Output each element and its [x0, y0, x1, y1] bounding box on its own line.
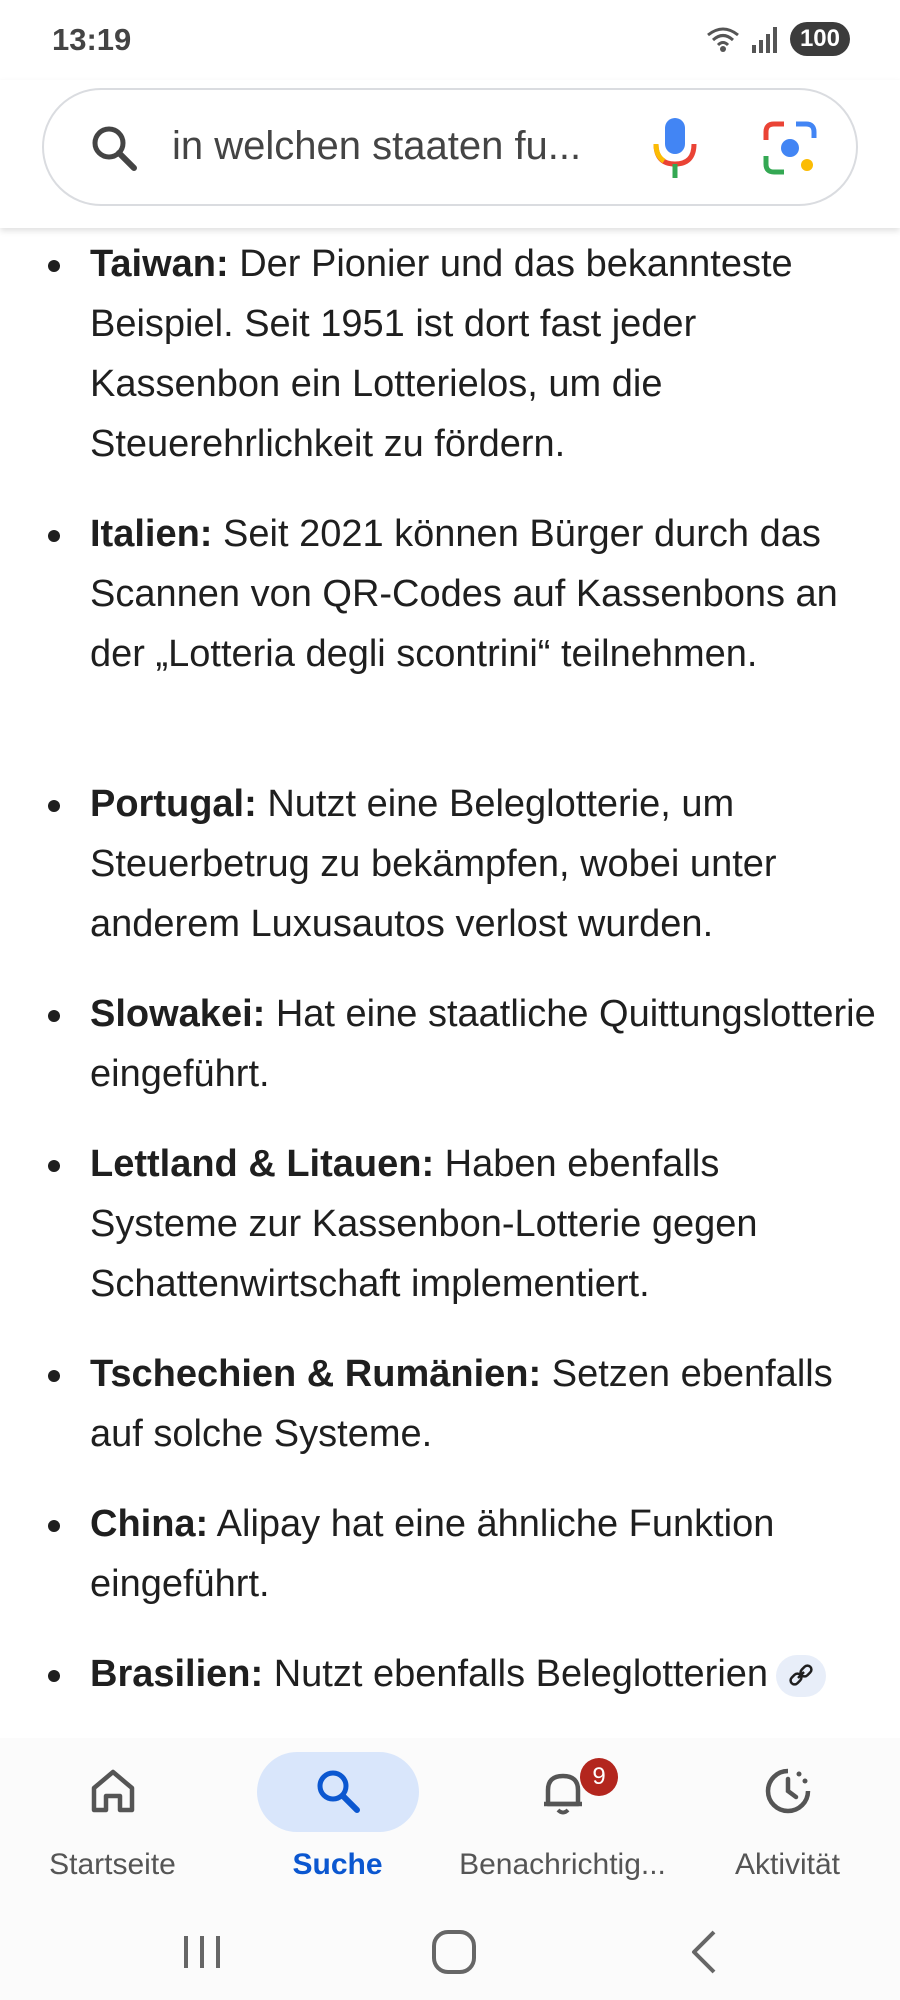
list-item — [0, 774, 900, 954]
list-item-title: Taiwan: — [90, 243, 229, 285]
nav-item-home[interactable] — [0, 1738, 225, 1900]
bullet — [48, 1370, 60, 1382]
system-navigation — [0, 1900, 900, 2000]
bullet — [48, 1010, 60, 1022]
list-item-text: Seit 2021 können Bürger durch das Scannen von QR-Codes auf Kassenbons an der „Lotteria degli scontrini“ teilnehmen. — [90, 513, 838, 675]
list-item — [0, 1494, 900, 1614]
list-item — [0, 504, 900, 684]
bullet — [48, 1160, 60, 1172]
home-icon — [86, 1764, 140, 1818]
list-item-title: China: — [90, 1503, 209, 1545]
list-item-title: Slowakei: — [90, 993, 266, 1035]
list-item-title: Italien: — [90, 513, 213, 555]
nav-item-notifications[interactable] — [450, 1738, 675, 1900]
mic-icon[interactable] — [650, 116, 700, 180]
list-item-title: Portugal: — [90, 783, 257, 825]
status-icons — [706, 22, 850, 56]
recent-apps-icon[interactable] — [172, 1922, 232, 1982]
lens-icon[interactable] — [762, 120, 818, 176]
bullet — [48, 800, 60, 812]
search-icon[interactable] — [86, 120, 142, 176]
source-link-button[interactable] — [776, 1655, 826, 1697]
list-item-title: Brasilien: — [90, 1653, 264, 1695]
link-icon — [788, 1664, 814, 1688]
search-header — [0, 80, 900, 228]
list-item-title: Tschechien & Rumänien: — [90, 1353, 542, 1395]
home-button-icon[interactable] — [424, 1922, 484, 1982]
search-bar[interactable] — [42, 88, 858, 206]
list-item — [0, 984, 900, 1104]
activity-icon — [761, 1764, 815, 1818]
list-item-text: Nutzt eine Beleglotterie, um Steuerbetrug zu bekämpfen, wobei unter anderem Luxusautos verlost wurden. — [90, 783, 777, 945]
list-item — [0, 1644, 850, 1704]
list-item — [0, 1134, 900, 1314]
battery-icon: 100 — [790, 22, 850, 56]
bottom-navigation — [0, 1738, 900, 1900]
status-bar — [0, 0, 900, 80]
search-input[interactable]: in welchen staaten fu... — [172, 124, 582, 168]
nav-label-activity: Aktivität — [734, 1848, 841, 1881]
nav-label-notifications: Benachrichtig... — [459, 1848, 666, 1881]
list-item-text: Haben ebenfalls Systeme zur Kassenbon-Lotterie gegen Schattenwirtschaft implementiert. — [90, 1143, 758, 1305]
bullet — [48, 1520, 60, 1532]
search-icon — [311, 1764, 365, 1818]
list-item-text: Der Pionier und das bekannteste Beispiel. Seit 1951 ist dort fast jeder Kassenbon ein Lotterielos, um die Steuerehrlichkeit zu fördern. — [90, 243, 793, 465]
nav-label-search: Suche — [292, 1848, 383, 1881]
notification-badge: 9 — [580, 1758, 618, 1796]
bullet — [48, 260, 60, 272]
list-item — [0, 234, 900, 474]
signal-icon — [750, 25, 780, 53]
bullet — [48, 530, 60, 542]
nav-label-home: Startseite — [49, 1848, 176, 1881]
list-item-text: Setzen ebenfalls auf solche Systeme. — [90, 1353, 833, 1455]
list-item-title: Lettland & Litauen: — [90, 1143, 435, 1185]
list-item-text: Hat eine staatliche Quittungslotterie eingeführt. — [90, 993, 876, 1095]
back-icon[interactable] — [676, 1922, 736, 1982]
list-item-text: Alipay hat eine ähnliche Funktion eingeführt. — [90, 1503, 775, 1605]
list-item — [0, 1344, 900, 1464]
list-item-text: Nutzt ebenfalls Beleglotterien — [263, 1653, 769, 1695]
nav-item-search[interactable] — [225, 1738, 450, 1900]
nav-item-activity[interactable] — [675, 1738, 900, 1900]
status-time: 13:19 — [52, 22, 132, 57]
answer-content — [0, 228, 900, 1738]
wifi-icon — [706, 25, 740, 53]
bullet — [48, 1670, 60, 1682]
